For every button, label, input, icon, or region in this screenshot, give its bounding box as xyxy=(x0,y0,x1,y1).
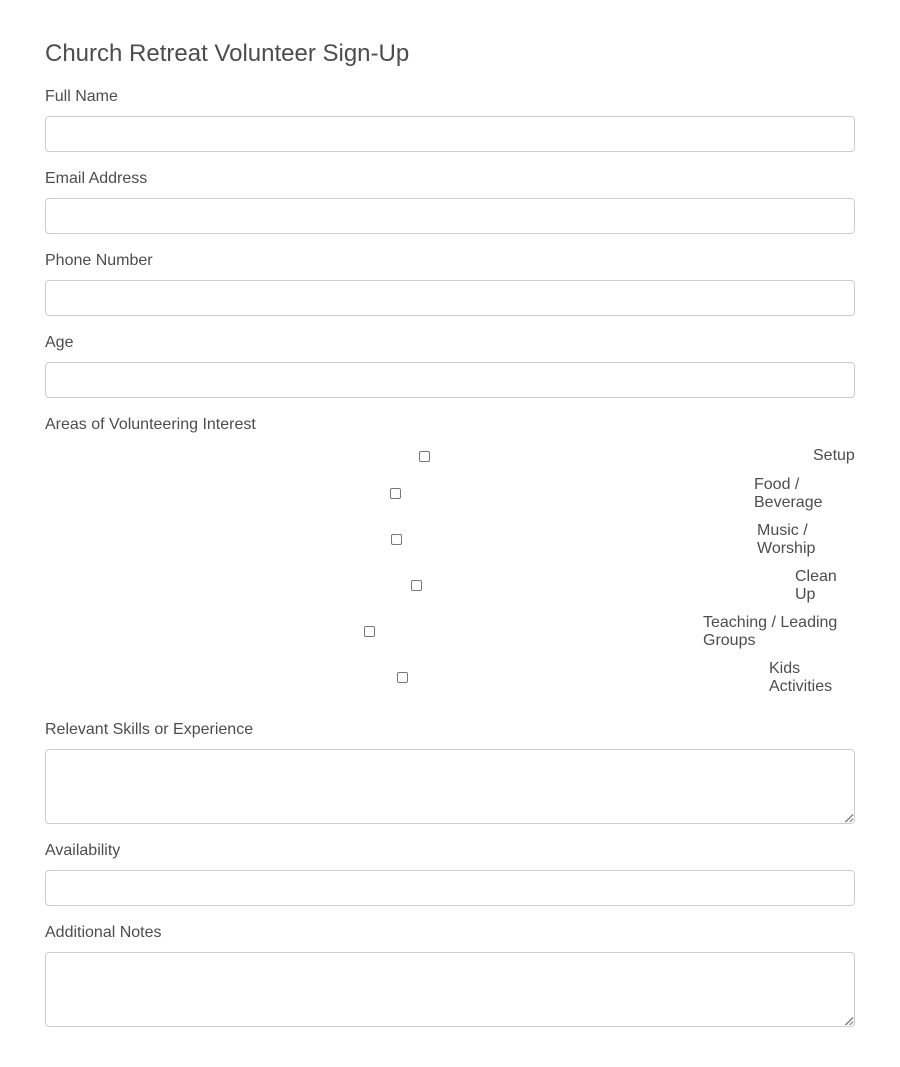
interest-food-beverage-checkbox[interactable] xyxy=(390,488,401,499)
interest-setup-checkbox[interactable] xyxy=(419,451,430,462)
notes-textarea[interactable] xyxy=(45,952,855,1027)
availability-label: Availability xyxy=(45,842,121,859)
interest-kids-activities-label: Kids Activities xyxy=(769,660,833,695)
interest-teaching-leading-label: Teaching / Leading Groups xyxy=(703,614,838,649)
interest-music-worship-label: Music / Worship xyxy=(757,522,816,557)
interest-clean-up-checkbox[interactable] xyxy=(411,580,422,591)
availability-input[interactable] xyxy=(45,870,855,906)
phone-label: Phone Number xyxy=(45,252,153,269)
skills-label: Relevant Skills or Experience xyxy=(45,721,254,738)
interest-kids-activities-checkbox[interactable] xyxy=(397,672,408,683)
age-input[interactable] xyxy=(45,362,855,398)
interest-clean-up-label: Clean Up xyxy=(795,568,837,603)
interest-music-worship-checkbox[interactable] xyxy=(391,534,402,545)
form-title: Church Retreat Volunteer Sign-Up xyxy=(45,40,410,67)
full-name-input[interactable] xyxy=(45,116,855,152)
phone-input[interactable] xyxy=(45,280,855,316)
interest-food-beverage-label: Food / Beverage xyxy=(754,476,823,511)
interests-label: Areas of Volunteering Interest xyxy=(45,416,256,433)
email-input[interactable] xyxy=(45,198,855,234)
interest-teaching-leading-checkbox[interactable] xyxy=(364,626,375,637)
notes-label: Additional Notes xyxy=(45,924,162,941)
full-name-label: Full Name xyxy=(45,88,118,105)
skills-textarea[interactable] xyxy=(45,749,855,824)
email-label: Email Address xyxy=(45,170,148,187)
interest-setup-label: Setup xyxy=(813,447,855,464)
age-label: Age xyxy=(45,334,74,351)
